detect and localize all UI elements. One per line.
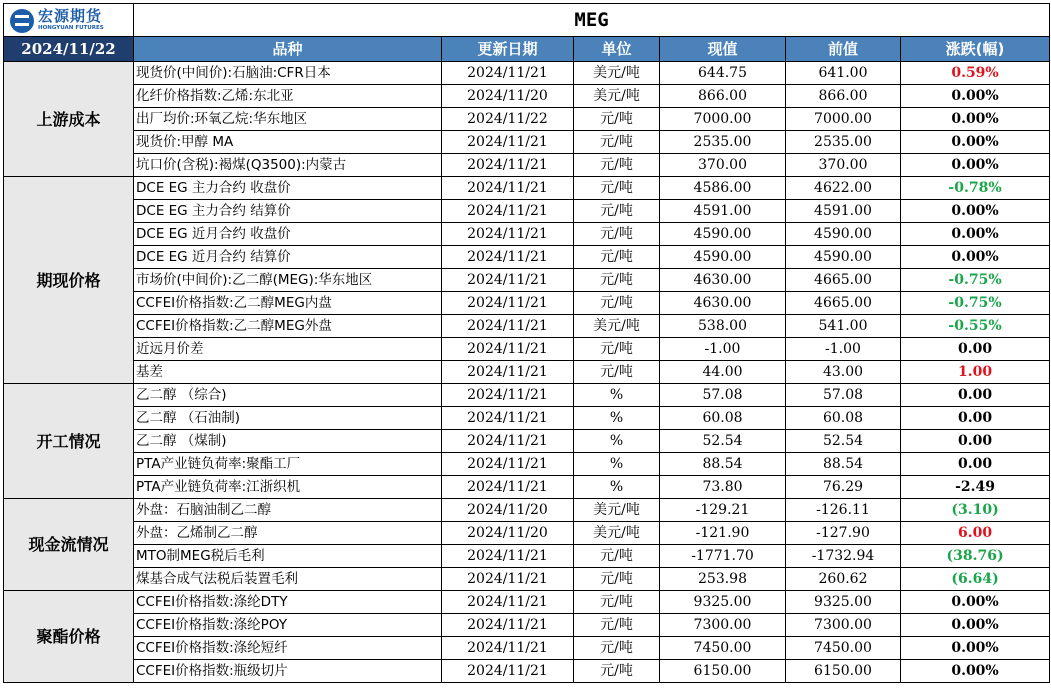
table-row — [4, 131, 1050, 154]
unit: 元/吨 — [574, 568, 660, 591]
indicator-name: CCFEI价格指数:乙二醇MEG外盘 — [134, 315, 442, 338]
change-value: (38.76) — [901, 545, 1050, 568]
table-row — [4, 108, 1050, 131]
current-value: 73.80 — [660, 476, 786, 499]
previous-value: 4590.00 — [786, 223, 901, 246]
indicator-name: 乙二醇 （煤制) — [134, 430, 442, 453]
previous-value: 60.08 — [786, 407, 901, 430]
indicator-name: 外盘：乙烯制乙二醇 — [134, 522, 442, 545]
indicator-name: 近远月价差 — [134, 338, 442, 361]
previous-value: 4665.00 — [786, 269, 901, 292]
previous-value: 57.08 — [786, 384, 901, 407]
table-row — [4, 154, 1050, 177]
update-date: 2024/11/21 — [442, 177, 574, 200]
previous-value: -1.00 — [786, 338, 901, 361]
category-label: 开工情况 — [4, 384, 134, 499]
update-date: 2024/11/21 — [442, 407, 574, 430]
category-label: 期现价格 — [4, 177, 134, 384]
previous-value: 7000.00 — [786, 108, 901, 131]
indicator-name: CCFEI价格指数:涤纶DTY — [134, 591, 442, 614]
change-value: 0.00% — [901, 614, 1050, 637]
unit: 元/吨 — [574, 660, 660, 683]
change-value: -0.75% — [901, 269, 1050, 292]
indicator-name: PTA产业链负荷率:江浙织机 — [134, 476, 442, 499]
change-value: 0.00% — [901, 637, 1050, 660]
update-date: 2024/11/21 — [442, 384, 574, 407]
header-date: 2024/11/22 — [4, 37, 134, 62]
indicator-name: DCE EG 主力合约 结算价 — [134, 200, 442, 223]
indicator-name: DCE EG 主力合约 收盘价 — [134, 177, 442, 200]
update-date: 2024/11/21 — [442, 338, 574, 361]
current-value: 57.08 — [660, 384, 786, 407]
previous-value: 9325.00 — [786, 591, 901, 614]
change-value: 0.00% — [901, 660, 1050, 683]
current-value: 4590.00 — [660, 246, 786, 269]
unit: 元/吨 — [574, 292, 660, 315]
table-row — [4, 177, 1050, 200]
table-row — [4, 361, 1050, 384]
indicator-name: DCE EG 近月合约 结算价 — [134, 246, 442, 269]
current-value: 4630.00 — [660, 292, 786, 315]
indicator-name: 乙二醇 （综合) — [134, 384, 442, 407]
previous-value: 52.54 — [786, 430, 901, 453]
indicator-name: CCFEI价格指数:瓶级切片 — [134, 660, 442, 683]
change-value: 0.00% — [901, 85, 1050, 108]
previous-value: -127.90 — [786, 522, 901, 545]
unit: 元/吨 — [574, 361, 660, 384]
previous-value: 43.00 — [786, 361, 901, 384]
update-date: 2024/11/21 — [442, 292, 574, 315]
company-logo — [10, 8, 130, 34]
header-col-previous: 前值 — [786, 37, 901, 62]
previous-value: 4591.00 — [786, 200, 901, 223]
current-value: 253.98 — [660, 568, 786, 591]
change-value: -0.75% — [901, 292, 1050, 315]
indicator-name: 坑口价(含税):褐煤(Q3500):内蒙古 — [134, 154, 442, 177]
update-date: 2024/11/20 — [442, 85, 574, 108]
update-date: 2024/11/21 — [442, 591, 574, 614]
change-value: 0.00% — [901, 591, 1050, 614]
table-row — [4, 499, 1050, 522]
table-row — [4, 269, 1050, 292]
current-value: 44.00 — [660, 361, 786, 384]
change-value: -0.55% — [901, 315, 1050, 338]
table-row — [4, 338, 1050, 361]
header-col-date: 更新日期 — [442, 37, 574, 62]
change-value: 0.00 — [901, 430, 1050, 453]
table-row — [4, 476, 1050, 499]
previous-value: 4590.00 — [786, 246, 901, 269]
category-label: 聚酯价格 — [4, 591, 134, 683]
logo-mark-icon — [10, 9, 34, 33]
current-value: 6150.00 — [660, 660, 786, 683]
unit: 元/吨 — [574, 338, 660, 361]
table-row — [4, 591, 1050, 614]
update-date: 2024/11/21 — [442, 131, 574, 154]
unit: 美元/吨 — [574, 85, 660, 108]
table-row — [4, 315, 1050, 338]
current-value: 866.00 — [660, 85, 786, 108]
title-row — [4, 4, 1050, 37]
current-value: 4591.00 — [660, 200, 786, 223]
update-date: 2024/11/20 — [442, 499, 574, 522]
logo-name-cn: 宏源期货 — [38, 7, 103, 25]
indicator-name: 现货价(中间价):石脑油:CFR日本 — [134, 62, 442, 85]
change-value: -2.49 — [901, 476, 1050, 499]
table-row — [4, 637, 1050, 660]
update-date: 2024/11/21 — [442, 200, 574, 223]
current-value: 644.75 — [660, 62, 786, 85]
previous-value: 7450.00 — [786, 637, 901, 660]
change-value: 0.59% — [901, 62, 1050, 85]
table-row — [4, 384, 1050, 407]
previous-value: 76.29 — [786, 476, 901, 499]
unit: % — [574, 476, 660, 499]
change-value: 0.00% — [901, 154, 1050, 177]
previous-value: 6150.00 — [786, 660, 901, 683]
indicator-name: MTO制MEG税后毛利 — [134, 545, 442, 568]
indicator-name: 市场价(中间价):乙二醇(MEG):华东地区 — [134, 269, 442, 292]
current-value: 7000.00 — [660, 108, 786, 131]
current-value: 52.54 — [660, 430, 786, 453]
current-value: -121.90 — [660, 522, 786, 545]
change-value: 0.00% — [901, 200, 1050, 223]
indicator-name: 化纤价格指数:乙烯:东北亚 — [134, 85, 442, 108]
header-col-current: 现值 — [660, 37, 786, 62]
header-row — [4, 37, 1050, 62]
table-row — [4, 246, 1050, 269]
unit: 元/吨 — [574, 223, 660, 246]
current-value: -1771.70 — [660, 545, 786, 568]
current-value: 2535.00 — [660, 131, 786, 154]
unit: % — [574, 407, 660, 430]
unit: 元/吨 — [574, 131, 660, 154]
update-date: 2024/11/21 — [442, 246, 574, 269]
previous-value: 541.00 — [786, 315, 901, 338]
current-value: 60.08 — [660, 407, 786, 430]
unit: 美元/吨 — [574, 315, 660, 338]
unit: 元/吨 — [574, 200, 660, 223]
indicator-name: 外盘：石脑油制乙二醇 — [134, 499, 442, 522]
previous-value: -126.11 — [786, 499, 901, 522]
table-row — [4, 292, 1050, 315]
update-date: 2024/11/21 — [442, 269, 574, 292]
change-value: 0.00 — [901, 407, 1050, 430]
previous-value: 4665.00 — [786, 292, 901, 315]
previous-value: 2535.00 — [786, 131, 901, 154]
update-date: 2024/11/21 — [442, 476, 574, 499]
previous-value: 641.00 — [786, 62, 901, 85]
unit: 美元/吨 — [574, 499, 660, 522]
update-date: 2024/11/21 — [442, 430, 574, 453]
change-value: 0.00 — [901, 453, 1050, 476]
unit: 元/吨 — [574, 154, 660, 177]
header-col-change: 涨跌(幅) — [901, 37, 1050, 62]
unit: 美元/吨 — [574, 62, 660, 85]
unit: % — [574, 384, 660, 407]
unit: 元/吨 — [574, 246, 660, 269]
previous-value: -1732.94 — [786, 545, 901, 568]
previous-value: 370.00 — [786, 154, 901, 177]
unit: % — [574, 430, 660, 453]
update-date: 2024/11/20 — [442, 522, 574, 545]
current-value: 4630.00 — [660, 269, 786, 292]
current-value: 538.00 — [660, 315, 786, 338]
unit: 元/吨 — [574, 177, 660, 200]
table-row — [4, 407, 1050, 430]
unit: 元/吨 — [574, 591, 660, 614]
change-value: 6.00 — [901, 522, 1050, 545]
table-row — [4, 545, 1050, 568]
indicator-name: CCFEI价格指数:涤纶短纤 — [134, 637, 442, 660]
indicator-name: 乙二醇 （石油制) — [134, 407, 442, 430]
table-row — [4, 62, 1050, 85]
category-label: 现金流情况 — [4, 499, 134, 591]
update-date: 2024/11/21 — [442, 545, 574, 568]
update-date: 2024/11/21 — [442, 660, 574, 683]
change-value: 0.00% — [901, 223, 1050, 246]
update-date: 2024/11/21 — [442, 614, 574, 637]
category-label: 上游成本 — [4, 62, 134, 177]
table-row — [4, 430, 1050, 453]
change-value: 0.00 — [901, 338, 1050, 361]
current-value: -1.00 — [660, 338, 786, 361]
logo-cell — [4, 4, 134, 37]
current-value: 4590.00 — [660, 223, 786, 246]
indicator-name: DCE EG 近月合约 收盘价 — [134, 223, 442, 246]
unit: % — [574, 453, 660, 476]
table-row — [4, 568, 1050, 591]
current-value: 7300.00 — [660, 614, 786, 637]
unit: 美元/吨 — [574, 522, 660, 545]
unit: 元/吨 — [574, 545, 660, 568]
unit: 元/吨 — [574, 269, 660, 292]
table-row — [4, 223, 1050, 246]
previous-value: 260.62 — [786, 568, 901, 591]
table-row — [4, 614, 1050, 637]
page-title: MEG — [134, 4, 1050, 37]
table-row — [4, 660, 1050, 683]
header-col-unit: 单位 — [574, 37, 660, 62]
table-row — [4, 200, 1050, 223]
change-value: (6.64) — [901, 568, 1050, 591]
change-value: 1.00 — [901, 361, 1050, 384]
update-date: 2024/11/21 — [442, 154, 574, 177]
previous-value: 866.00 — [786, 85, 901, 108]
update-date: 2024/11/21 — [442, 361, 574, 384]
indicator-name: CCFEI价格指数:乙二醇MEG内盘 — [134, 292, 442, 315]
current-value: 7450.00 — [660, 637, 786, 660]
update-date: 2024/11/21 — [442, 315, 574, 338]
indicator-name: 基差 — [134, 361, 442, 384]
indicator-name: CCFEI价格指数:涤纶POY — [134, 614, 442, 637]
change-value: -0.78% — [901, 177, 1050, 200]
update-date: 2024/11/21 — [442, 223, 574, 246]
logo-name-en: HONGYUAN FUTURES — [38, 25, 104, 31]
current-value: -129.21 — [660, 499, 786, 522]
unit: 元/吨 — [574, 108, 660, 131]
change-value: 0.00% — [901, 246, 1050, 269]
change-value: 0.00% — [901, 108, 1050, 131]
current-value: 9325.00 — [660, 591, 786, 614]
meg-data-table — [3, 3, 1050, 683]
update-date: 2024/11/21 — [442, 453, 574, 476]
update-date: 2024/11/21 — [442, 62, 574, 85]
table-row — [4, 522, 1050, 545]
indicator-name: 现货价:甲醇 MA — [134, 131, 442, 154]
current-value: 4586.00 — [660, 177, 786, 200]
table-row — [4, 453, 1050, 476]
indicator-name: PTA产业链负荷率:聚酯工厂 — [134, 453, 442, 476]
change-value: 0.00% — [901, 131, 1050, 154]
current-value: 88.54 — [660, 453, 786, 476]
current-value: 370.00 — [660, 154, 786, 177]
previous-value: 4622.00 — [786, 177, 901, 200]
table-row — [4, 85, 1050, 108]
header-col-name: 品种 — [134, 37, 442, 62]
indicator-name: 出厂均价:环氧乙烷:华东地区 — [134, 108, 442, 131]
change-value: (3.10) — [901, 499, 1050, 522]
unit: 元/吨 — [574, 614, 660, 637]
update-date: 2024/11/21 — [442, 637, 574, 660]
unit: 元/吨 — [574, 637, 660, 660]
update-date: 2024/11/21 — [442, 568, 574, 591]
indicator-name: 煤基合成气法税后装置毛利 — [134, 568, 442, 591]
previous-value: 7300.00 — [786, 614, 901, 637]
update-date: 2024/11/22 — [442, 108, 574, 131]
change-value: 0.00 — [901, 384, 1050, 407]
previous-value: 88.54 — [786, 453, 901, 476]
